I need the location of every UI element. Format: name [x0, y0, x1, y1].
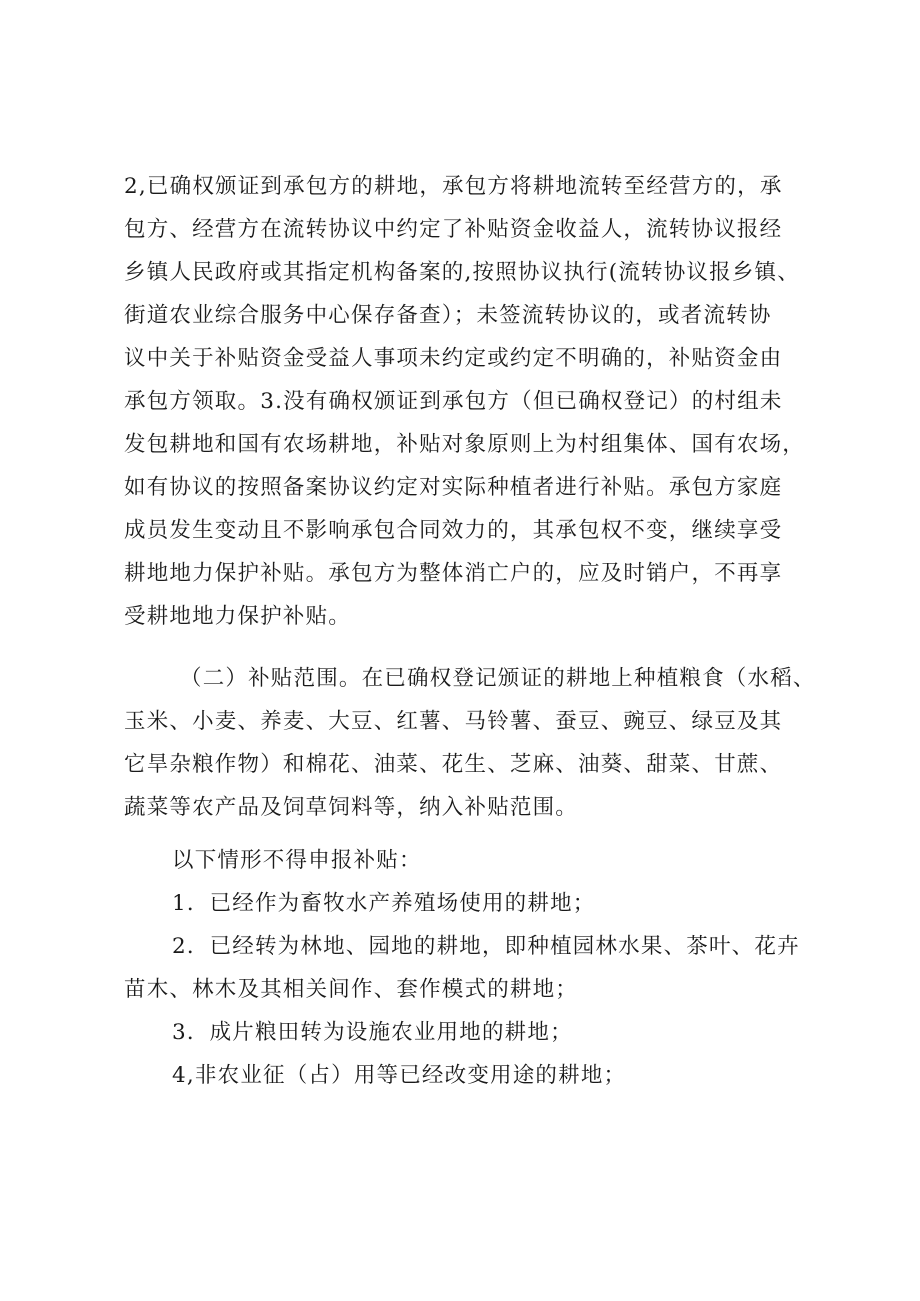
- text-line: 它旱杂粮作物）和棉花、油菜、花生、芝麻、油葵、甜菜、甘蔗、: [124, 752, 783, 777]
- text-line: 街道农业综合服务中心保存备查）；未签流转协议的，或者流转协: [124, 303, 772, 328]
- text-line: 苗木、林木及其相关间作、套作模式的耕地；: [124, 977, 579, 1002]
- text-line: 包方、经营方在流转协议中约定了补贴资金收益人，流转协议报经: [124, 217, 783, 242]
- text-line: 乡镇人民政府或其指定机构备案的,按照协议执行(流转协议报乡镇、: [124, 260, 800, 285]
- list-item: 1．已经作为畜牧水产养殖场使用的耕地；: [172, 891, 596, 916]
- text-line: 发包耕地和国有农场耕地，补贴对象原则上为村组集体、国有农场，: [124, 432, 806, 457]
- text-line: 以下情形不得申报补贴：: [172, 848, 422, 873]
- text-line: 蔬菜等农产品及饲草饲料等，纳入补贴范围。: [124, 795, 579, 820]
- text-line: 受耕地地力保护补贴。: [124, 604, 352, 629]
- text-line: 玉米、小麦、养麦、大豆、红薯、马铃薯、蚕豆、豌豆、绿豆及其: [124, 709, 783, 734]
- section-heading-line: （二）补贴范围。在已确权登记颁证的耕地上种植粮食（水稻、: [180, 666, 816, 691]
- text-line: 耕地地力保护补贴。承包方为整体消亡户的，应及时销户，不再享: [124, 561, 783, 586]
- list-item: 2．已经转为林地、园地的耕地，即种植园林水果、茶叶、花卉: [172, 934, 800, 959]
- list-item: 3．成片粮田转为设施农业用地的耕地；: [172, 1020, 573, 1045]
- text-line: 如有协议的按照备案协议约定对实际种植者进行补贴。承包方家庭: [124, 475, 783, 500]
- text-line: 成员发生变动且不影响承包合同效力的，其承包权不变，继续享受: [124, 518, 783, 543]
- list-item: 4,非农业征（占）用等已经改变用途的耕地；: [172, 1063, 627, 1088]
- text-line: 议中关于补贴资金受益人事项未约定或约定不明确的，补贴资金由: [124, 346, 783, 371]
- text-line: 承包方领取。3.没有确权颁证到承包方（但已确权登记）的村组未: [124, 389, 783, 414]
- text-line: 2,已确权颁证到承包方的耕地，承包方将耕地流转至经营方的，承: [124, 174, 783, 199]
